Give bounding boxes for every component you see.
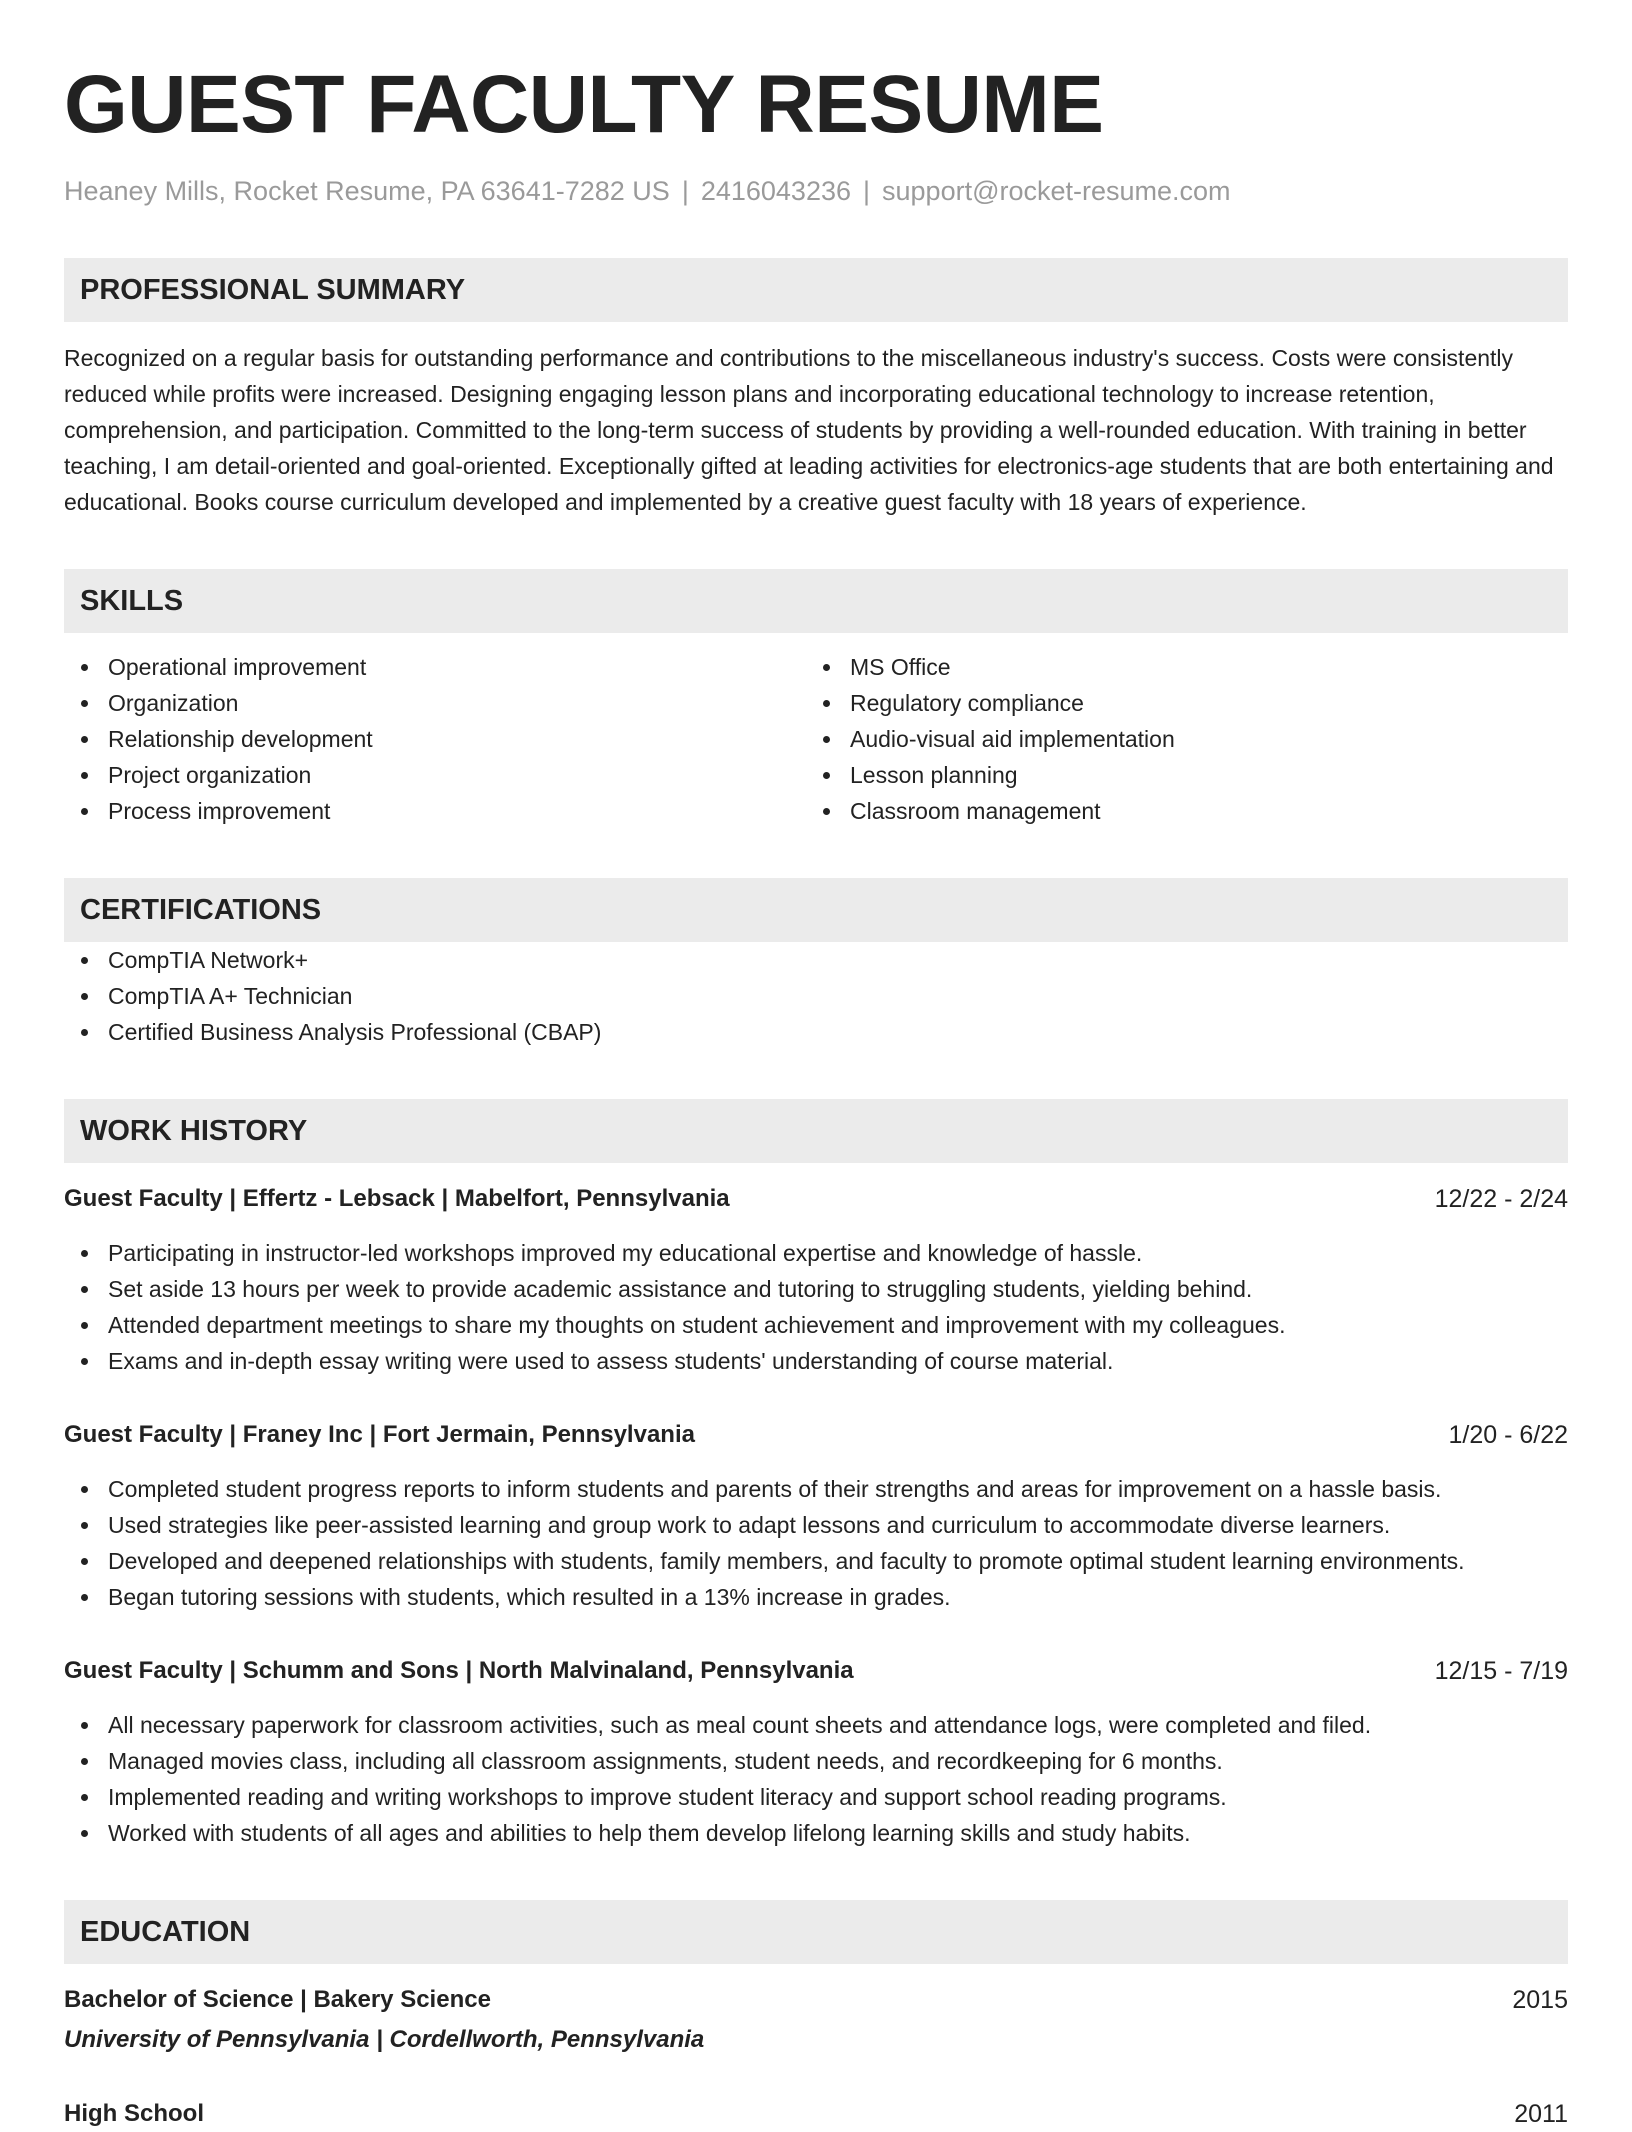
job-title: Guest Faculty | Franey Inc | Fort Jermain, Pennsylvania xyxy=(64,1421,695,1448)
contact-line xyxy=(64,174,1568,208)
job-bullet: Completed student progress reports to inform students and parents of their strengths and areas for improvement on a hassle basis. xyxy=(64,1471,1568,1507)
job-bullet: Developed and deepened relationships with students, family members, and faculty to promote optimal student learning environments. xyxy=(64,1543,1568,1579)
job-entry xyxy=(64,1417,1568,1615)
skill-item: Process improvement xyxy=(64,793,806,829)
contact-email[interactable]: support@rocket-resume.com xyxy=(882,176,1231,206)
education-entry xyxy=(64,1982,1568,2058)
contact-address: Heaney Mills, Rocket Resume, PA 63641-7282 US xyxy=(64,176,670,206)
job-dates: 12/22 - 2/24 xyxy=(1434,1185,1568,1213)
certification-item: CompTIA A+ Technician xyxy=(64,978,1568,1014)
job-bullets xyxy=(64,1707,1568,1851)
contact-separator: | xyxy=(681,176,689,206)
section-heading-certifications: CERTIFICATIONS xyxy=(64,878,1568,942)
summary-text: Recognized on a regular basis for outstanding performance and contributions to the miscellaneous industry's success. Costs were consistently reduced while profits were increased. Designing engaging lesson plans and incorporating educational technology to increase retention, comprehension, and participation. Committed to the long-term success of students by providing a well-rounded education. With training in better teaching, I am detail-oriented and goal-oriented. Exceptionally gifted at leading activities for electronics-age students that are both entertaining and educational. Books course curriculum developed and implemented by a creative guest faculty with 18 years of experience. xyxy=(64,345,1554,515)
job-dates: 12/15 - 7/19 xyxy=(1434,1657,1568,1685)
skill-item: Classroom management xyxy=(806,793,1548,829)
contact-phone: 2416043236 xyxy=(700,176,851,206)
skill-item: Audio-visual aid implementation xyxy=(806,721,1548,757)
job-title: Guest Faculty | Effertz - Lebsack | Mabelfort, Pennsylvania xyxy=(64,1185,730,1212)
certification-item: CompTIA Network+ xyxy=(64,942,1568,978)
skill-item: Relationship development xyxy=(64,721,806,757)
job-bullet: Began tutoring sessions with students, which resulted in a 13% increase in grades. xyxy=(64,1579,1568,1615)
skills-grid xyxy=(64,649,1568,829)
job-bullet: Managed movies class, including all classroom assignments, student needs, and recordkeeping for 6 months. xyxy=(64,1743,1568,1779)
job-bullet: All necessary paperwork for classroom activities, such as meal count sheets and attendance logs, were completed and filed. xyxy=(64,1707,1568,1743)
skill-item: Lesson planning xyxy=(806,757,1548,793)
job-bullet: Used strategies like peer-assisted learning and group work to adapt lessons and curriculum to accommodate diverse learners. xyxy=(64,1507,1568,1543)
certifications-list xyxy=(64,942,1568,1050)
job-bullet: Implemented reading and writing workshops to improve student literacy and support school reading programs. xyxy=(64,1779,1568,1815)
education-header xyxy=(64,1982,1568,2018)
job-bullet: Participating in instructor-led workshops improved my educational expertise and knowledge of hassle. xyxy=(64,1235,1568,1271)
education-year: 2015 xyxy=(1512,1986,1568,2014)
section-heading-work-history: WORK HISTORY xyxy=(64,1099,1568,1163)
job-header xyxy=(64,1653,1568,1689)
job-header xyxy=(64,1181,1568,1217)
education-entry xyxy=(64,2096,1568,2132)
job-title: Guest Faculty | Schumm and Sons | North Malvinaland, Pennsylvania xyxy=(64,1657,854,1684)
certification-item: Certified Business Analysis Professional (CBAP) xyxy=(64,1014,1568,1050)
skills-column-right xyxy=(806,649,1548,829)
job-bullets xyxy=(64,1471,1568,1615)
education-degree: Bachelor of Science | Bakery Science xyxy=(64,1986,491,2013)
skill-item: Operational improvement xyxy=(64,649,806,685)
job-bullets xyxy=(64,1235,1568,1379)
job-dates: 1/20 - 6/22 xyxy=(1448,1421,1568,1449)
skills-column-left xyxy=(64,649,806,829)
section-heading-skills: SKILLS xyxy=(64,569,1568,633)
education-degree: High School xyxy=(64,2100,204,2127)
section-heading-education: EDUCATION xyxy=(64,1900,1568,1964)
job-entry xyxy=(64,1181,1568,1379)
resume-page xyxy=(64,0,1568,2132)
education-year: 2011 xyxy=(1514,2100,1568,2128)
job-bullet: Attended department meetings to share my thoughts on student achievement and improvement with my colleagues. xyxy=(64,1307,1568,1343)
job-bullet: Exams and in-depth essay writing were used to assess students' understanding of course material. xyxy=(64,1343,1568,1379)
education-header xyxy=(64,2096,1568,2132)
skill-item: Regulatory compliance xyxy=(806,685,1548,721)
job-header xyxy=(64,1417,1568,1453)
job-bullet: Worked with students of all ages and abilities to help them develop lifelong learning skills and study habits. xyxy=(64,1815,1568,1851)
resume-title: GUEST FACULTY RESUME xyxy=(64,59,1104,150)
job-bullet: Set aside 13 hours per week to provide academic assistance and tutoring to struggling students, yielding behind. xyxy=(64,1271,1568,1307)
skill-item: Organization xyxy=(64,685,806,721)
section-heading-summary: PROFESSIONAL SUMMARY xyxy=(64,258,1568,322)
skill-item: MS Office xyxy=(806,649,1548,685)
job-entry xyxy=(64,1653,1568,1851)
contact-separator: | xyxy=(863,176,871,206)
skill-item: Project organization xyxy=(64,757,806,793)
education-school: University of Pennsylvania | Cordellworth, Pennsylvania xyxy=(64,2026,705,2053)
